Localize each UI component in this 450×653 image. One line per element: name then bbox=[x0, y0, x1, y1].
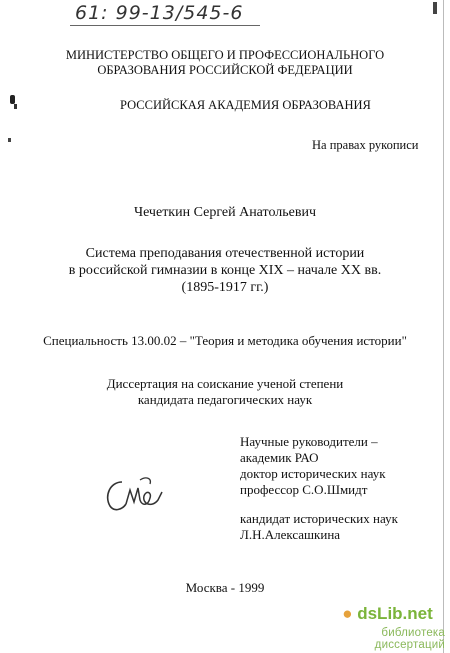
dissertation-title bbox=[0, 245, 450, 296]
supervisor-line-3: доктор исторических наук bbox=[240, 466, 386, 481]
rights-note: На правах рукописи bbox=[312, 138, 419, 152]
supervisors bbox=[240, 434, 386, 498]
author-name: Чечеткин Сергей Анатольевич bbox=[133, 205, 317, 220]
specialty: Специальность 13.00.02 – "Теория и методика обучения истории" bbox=[43, 333, 407, 348]
watermark-logo bbox=[330, 604, 445, 624]
degree-line-1: Диссертация на соискание ученой степени bbox=[106, 376, 344, 391]
supervisor-line-1: Научные руководители – bbox=[240, 434, 378, 449]
academy-name: РОССИЙСКАЯ АКАДЕМИЯ ОБРАЗОВАНИЯ bbox=[120, 98, 371, 112]
ministry-line-1: МИНИСТЕРСТВО ОБЩЕГО И ПРОФЕССИОНАЛЬНОГО bbox=[65, 48, 385, 62]
watermark-caption: библиотека диссертаций bbox=[374, 627, 445, 651]
signature bbox=[100, 470, 170, 520]
ministry-header bbox=[0, 48, 450, 78]
title-line-1: Система преподавания отечественной истории bbox=[85, 246, 365, 261]
archive-number: 61: 99-13/545-6 bbox=[75, 2, 244, 24]
city-year: Москва - 1999 bbox=[185, 580, 265, 595]
archive-underline bbox=[70, 25, 260, 26]
corner-mark bbox=[433, 2, 437, 14]
watermark-logo-text: dsLib.net bbox=[357, 604, 433, 623]
edge-mark bbox=[14, 104, 17, 109]
degree bbox=[0, 376, 450, 408]
scan-edge bbox=[443, 0, 444, 653]
co-supervisor bbox=[240, 511, 398, 543]
supervisor-line-4: профессор С.О.Шмидт bbox=[240, 482, 368, 497]
cosupervisor-line-1: кандидат исторических наук bbox=[240, 511, 398, 526]
supervisor-line-2: академик РАО bbox=[240, 450, 319, 465]
cosupervisor-line-2: Л.Н.Алексашкина bbox=[240, 527, 341, 542]
title-line-3: (1895-1917 гг.) bbox=[181, 280, 269, 295]
ministry-line-2: ОБРАЗОВАНИЯ РОССИЙСКОЙ ФЕДЕРАЦИИ bbox=[97, 63, 353, 77]
watermark bbox=[330, 604, 445, 624]
punch-hole-mark bbox=[10, 95, 15, 104]
edge-mark bbox=[8, 138, 11, 142]
signature-scribble bbox=[100, 470, 170, 520]
watermark-dot-icon: ● bbox=[342, 604, 353, 623]
title-line-2: в российской гимназии в конце XIX – начале XX вв. bbox=[68, 263, 382, 278]
degree-line-2: кандидата педагогических наук bbox=[137, 392, 313, 407]
